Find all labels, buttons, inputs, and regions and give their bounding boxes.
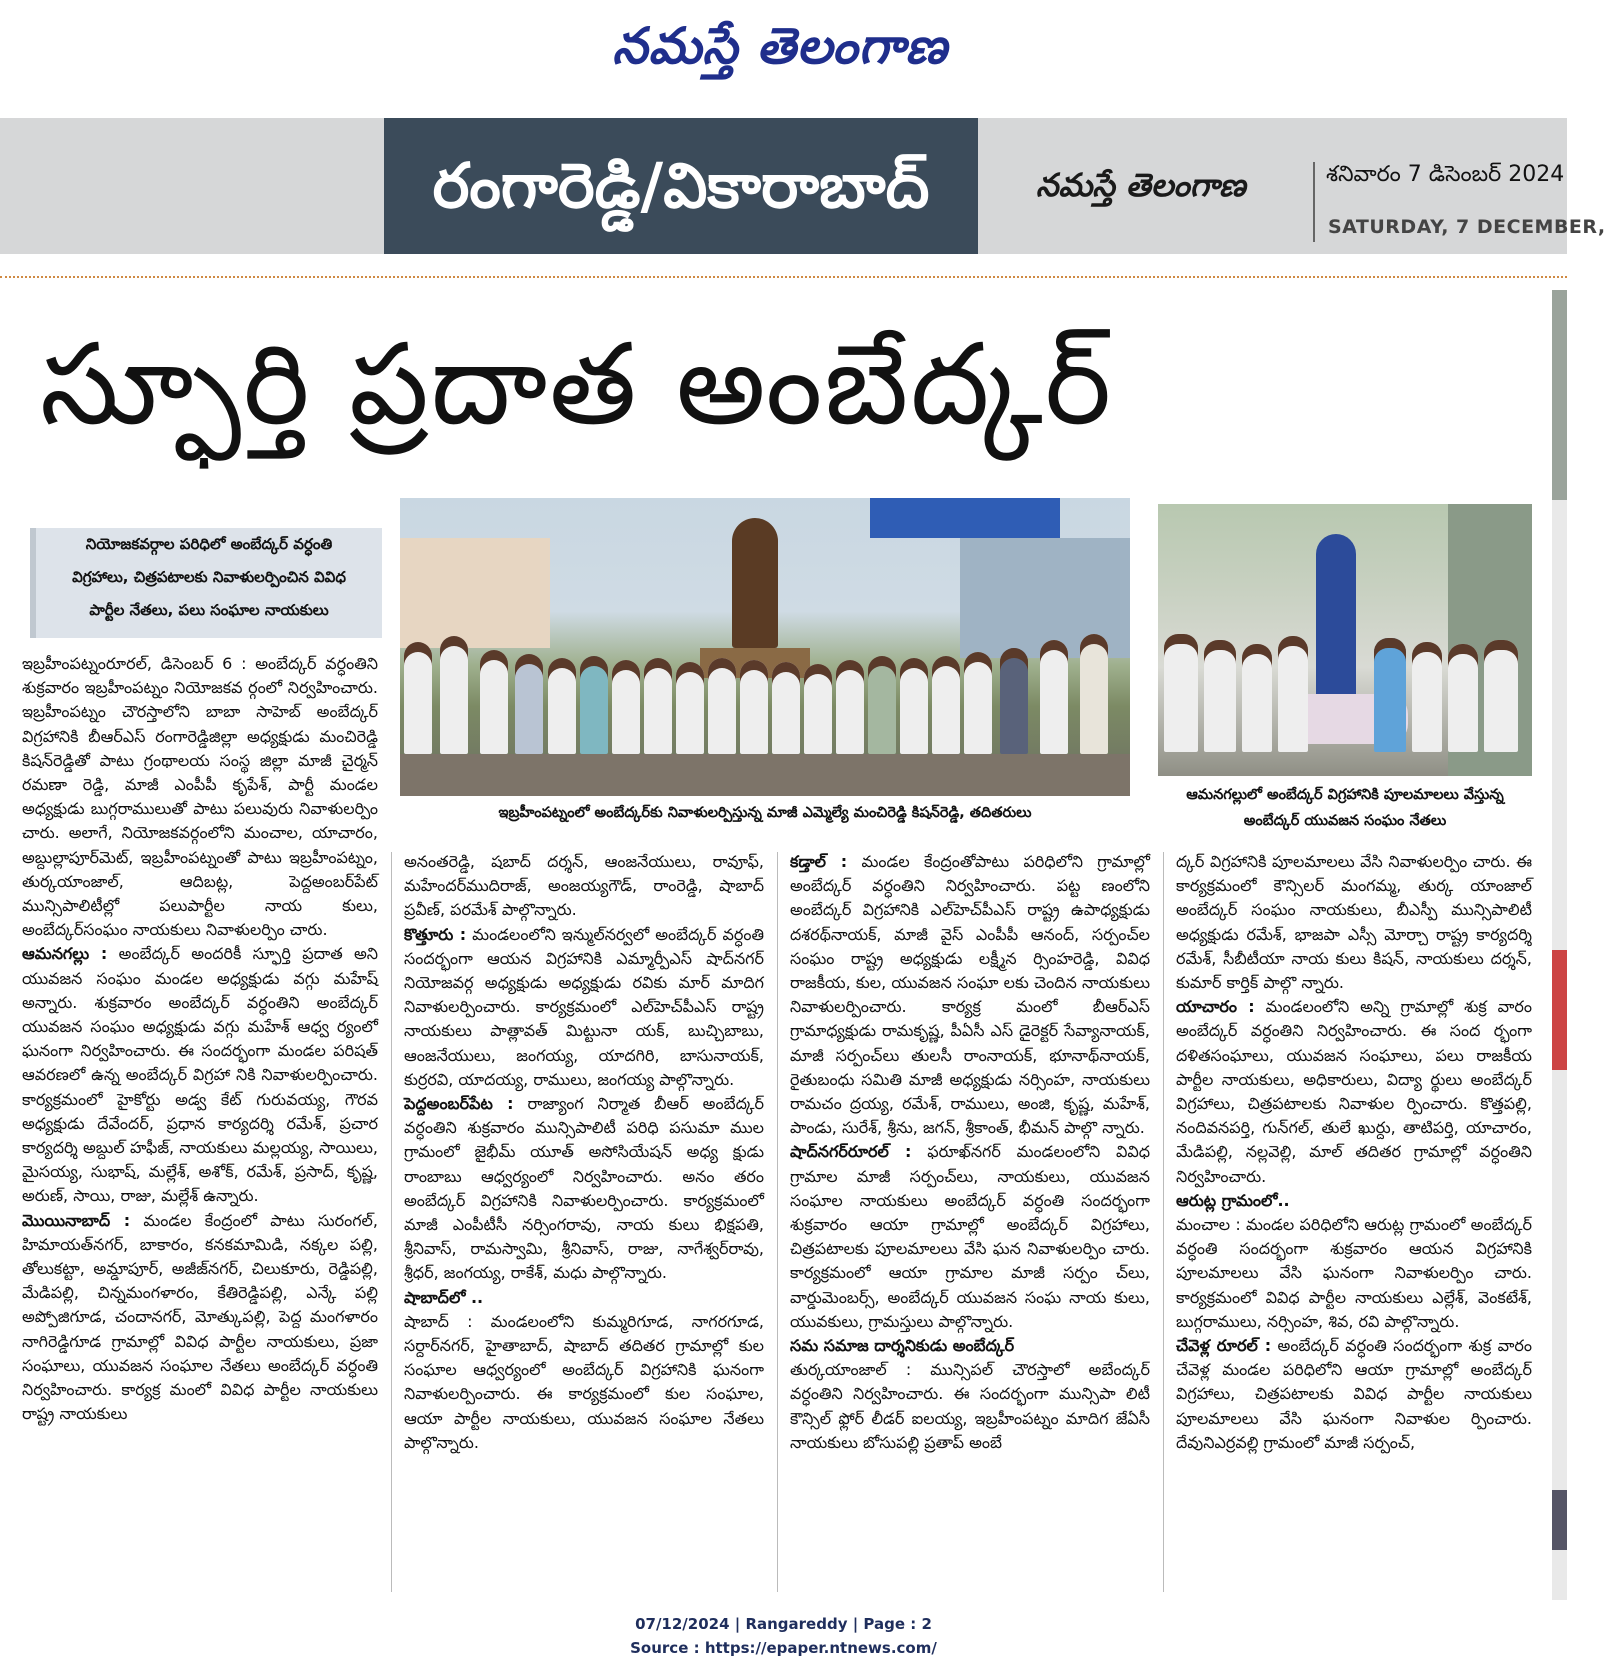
paragraph: షాద్‌నగర్‌రూరల్ : ఫరూఖ్‌నగర్ మండలంలోని వివిధ గ్రామాల మాజీ సర్పంచ్‌లు, నాయకులు, యువజన సంఘాల నాయకులు అంబేద్కర్ వర్ధంతి సందర్భంగా శుక్రవారం ఆయా గ్రామాల్లో అంబేద్కర్ విగ్రహాలు, చిత్రపటాలకు పూలమాలలు వేసి ఘన నివాళులర్పిం చారు. కార్యక్రమంలో ఆయా గ్రామాల మాజీ సర్పం చ్‌లు, వార్డుమెంబర్స్, అంబేద్కర్ యువజన సంఘ నాయ కులు, యువకులు, గ్రామస్తులు పాల్గొన్నారు. [790,1142,1150,1331]
photo-crowd [400,634,1130,754]
paragraph: కడ్తాల్ : మండల కేంద్రంతోపాటు పరిధిలోని గ్రామాల్లో అంబేద్కర్ వర్ధంతిని నిర్వహించారు. పట్ట ణంలోని అంబేద్కర్ విగ్రహానికి ఎల్‌హెచ్‌పీఎస్ రాష్ట్ర ఉపాధ్యక్షుడు దశరథ్‌నాయక్, మాజీ వైస్ ఎంపీపీ ఆనంద్, సర్పంచ్‌ల సంఘం రాష్ట్ర అధ్యక్షుడు లక్ష్మీన ర్సింహరెడ్డి, వివిధ రాజకీయ, కుల, యువజన సంఘా లకు చెందిన నాయకులు నివాళులర్పించారు. కార్యక్ర మంలో బీఆర్‌ఎస్ గ్రామాధ్యక్షుడు రామకృష్ణ, పీఏసీ ఎస్ డైరెక్టర్ సేవ్యానాయక్, మాజీ సర్పంచ్‌లు తులసీ రాంనాయక్, భూనాథ్‌నాయక్, రైతుబంధు సమితి మాజీ అధ్యక్షుడు నర్సింహ, నాయకులు రామచం ద్రయ్య, రమేశ్, రాములు, అంజి, కృష్ణ, మహేశ్, పాండు, సురేశ్, శ్రీను, జగన్, శ్రీకాంత్, భీమన్ పాల్గొ న్నారు. [790,852,1150,1138]
photo-ground [400,754,1130,796]
subhead-line-1: నియోజకవర్గాల పరిధిలో అంబేద్కర్ వర్ధంతి [85,535,333,553]
photo2-caption-line-2: అంబేద్కర్ యువజన సంఘం నేతలు [1243,813,1447,829]
edition-title: రంగారెడ్డి/వికారాబాద్ [384,118,978,254]
photo1-caption: ఇబ్రహీంపట్నంలో అంబేద్కర్‌కు నివాళులర్పిస్తున్న మాజీ ఎమ్మెల్యే మంచిరెడ్డి కిషన్‌రెడ్డి, తదితరులు [498,805,1032,821]
paragraph: షాబాద్ : మండలంలోని కుమ్మరిగూడ, నాగరగూడ, సర్దార్‌నగర్, హైతాబాద్, షాబాద్ తదితర గ్రామాల్లో కుల సంఘాల ఆధ్వర్యంలో అంబేద్కర్ విగ్రహానికి ఘనంగా నివాళులర్పించారు. ఈ కార్యక్రమంలో కుల సంఘాల, ఆయా పార్టీల నాయకులు, యువజన సంఘాల నేతలు పాల్గొన్నారు. [404,1311,764,1452]
paragraph: పెద్దఅంబర్‌పేట : రాజ్యాంగ నిర్మాత బీఆర్ అంబేద్కర్ వర్ధంతిని శుక్రవారం మున్సిపాలిటీ పరిధి పసుమా ముల గ్రామంలో జైభీమ్ యూత్ అసోసియేషన్ అధ్య క్షుడు రాంబాబు ఆధ్వర్యంలో నిర్వహించారు. అనం తరం అంబేద్కర్ విగ్రహానికి నివాళులర్పించారు. కార్యక్రమంలో మాజీ ఎంపీటీసీ నర్సింగరావు, నాయ కులు భిక్షపతి, శ్రీనివాస్, రామస్వామి, శ్రీనివాస్, రాజు, నాగేశ్వర్‌రావు, శ్రీధర్, జంగయ్య, రాకేశ్, మధు పాల్గొన్నారు. [404,1094,764,1283]
column-rule [1163,852,1164,1592]
photo2-caption-line-1: ఆమనగల్లులో అంబేద్కర్ విగ్రహానికి పూలమాలలు వేస్తున్న [1186,787,1504,803]
photo-building [400,538,550,648]
article-column-4 [1176,850,1532,1455]
strip-photo-3 [1552,1490,1567,1550]
photo-amangal-garlanding[interactable] [1158,504,1532,776]
article-column-1 [22,652,378,1427]
paragraph: ఆమనగల్లు : అంబేద్కర్ అందరికీ స్ఫూర్తి ప్రదాత అని యువజన సంఘం మండల అధ్యక్షుడు వగ్గు మహేష్ అన్నారు. శుక్రవారం అంబేద్కర్ వర్ధంతిని అంబేద్కర్ యువజన సంఘం అధ్యక్షుడు వగ్గు మహేశ్ ఆధ్వ ర్యంలో ఘనంగా నిర్వహించారు. ఈ సందర్భంగా మండల పరిషత్ ఆవరణలో ఉన్న అంబేద్కర్ విగ్రహా నికి నివాళులర్పించారు. కార్యక్రమంలో హైకోర్టు అడ్వ కేట్ గురువయ్య, గౌరవ అధ్యక్షుడు దేవేందర్, ప్రధాన కార్యదర్శి రమేశ్, ప్రచార కార్యదర్శి అబ్దుల్ హఫీజ్, నాయకులు మల్లయ్య, సాయిలు, మైసయ్య, సుభాష్, మల్లేశ్, అశోక్, రమేశ్, ప్రసాద్, కృష్ణ, అరుణ్, సాయి, రాజు, మల్లేశ్ ఉన్నారు. [22,944,378,1206]
footer-page-info: 07/12/2024 | Rangareddy | Page : 2 [635,1615,932,1633]
dotted-divider [0,276,1567,278]
section-subheading: ఆరుట్ల గ్రామంలో.. [1176,1190,1290,1210]
paragraph: ద్కర్ విగ్రహానికి పూలమాలలు వేసి నివాళులర్పిం చారు. ఈ కార్యక్రమంలో కౌన్సిలర్ మంగమ్మ, తుర్క యాంజాల్ అంబేద్కర్ సంఘం నాయకులు, బీఎస్పీ మున్సిపాలిటీ అధ్యక్షుడు రమేశ్, భాజపా ఎస్సీ మోర్చా రాష్ట్ర కార్యదర్శి రమేశ్, సీబీటీయా నాయ కులు కిషన్, నాయకులు దర్శన్, కుమార్ కార్తిక్ పాల్గొ న్నారు. [1176,852,1532,993]
subheadline-box [30,528,382,638]
date-telugu: శనివారం 7 డిసెంబర్ 2024 [1326,162,1565,187]
band-logo: నమస్తే తెలంగాణ [1036,166,1246,204]
paragraph: కొత్తూరు : మండలంలోని ఇన్ముల్‌నర్వలో అంబేద్కర్ వర్ధంతి సందర్భంగా ఆయన విగ్రహానికి ఎమ్మార్పీఎస్ షాద్‌నగర్ నియోజవర్గ అధ్యక్షుడు అధ్యక్షుడు రవికు మార్ మాదిగ నివాళులర్పించారు. కార్యక్రమంలో ఎల్‌హెచ్‌పీఎస్ రాష్ట్ర నాయకులు పాత్లావత్ మిట్టునా యక్, బుచ్చిబాబు, ఆంజనేయులు, జంగయ్య, యాదగిరి, బాసునాయక్, కుర్రరవి, యాదయ్య, రాములు, జంగయ్య పాల్గొన్నారు. [404,924,765,1089]
page-headline: స్ఫూర్తి ప్రదాత అంబేద్కర్ [40,320,1114,450]
paragraph: మంచాల : మండల పరిధిలోని ఆరుట్ల గ్రామంలో అంబేద్కర్ వర్ధంతి సందర్భంగా శుక్రవారం ఆయన విగ్రహానికి పూలమాలలు వేసి ఘనంగా నివాళులర్పిం చారు. కార్యక్రమంలో వివిధ పార్టీల నాయకులు ఎల్లేశ్, వెంకటేశ్, బుగ్గరాములు, నర్సింహ, శివ, రవి పాల్గొన్నారు. [1176,1215,1532,1331]
date-english: SATURDAY, 7 DECEMBER, [1328,216,1606,238]
band-divider [1313,162,1315,242]
column-rule [777,852,778,1592]
adjacent-page-strip [1552,290,1567,1600]
paragraph: ఇబ్రహీంపట్నంరూరల్, డిసెంబర్ 6 : అంబేద్కర్ వర్ధంతిని శుక్రవారం ఇబ్రహీంపట్నం నియోజకవ ర్గంలో నిర్వహించారు. ఇబ్రహీంపట్నం చౌరస్తాలోని బాబా సాహెబ్ అంబేద్కర్ విగ్రహానికి బీఆర్‌ఎస్ రంగారెడ్డిజిల్లా అధ్యక్షుడు మంచిరెడ్డి కిషన్‌రెడ్డితో పాటు గ్రంథాలయ సంస్థ జిల్లా మాజీ చైర్మన్ రమణా రెడ్డి, మాజీ ఎంపీపీ కృపేశ్, పార్టీ మండల అధ్యక్షుడు బుగ్గరాములుతో పాటు పలువురు నివాళులర్పిం చారు. అలాగే, నియోజకవర్గంలోని మంచాల, యాచారం, అబ్దుల్లాపూర్‌మెట్, ఇబ్రహీంపట్నంతో పాటు ఇబ్రహీంపట్నం, తుర్కయాంజాల్, ఆదిబట్ల, పెద్దఅంబర్‌పేట్ మున్సిపాలిటీల్లో పలుపార్టీల నాయ కులు, అంబేద్కర్‌సంఘం నాయకులు నివాళులర్పిం చారు. [22,654,378,940]
section-subheading: సమ సమాజ దార్శనికుడు అంబేద్కర్ [790,1336,1015,1356]
column-rule [391,852,392,1592]
photo2-crowd [1158,632,1532,752]
paragraph: అనంతరెడ్డి, షబాద్ దర్శన్, ఆంజనేయులు, రావూఫ్, మహేందర్‌ముదిరాజ్, అంజయ్యగౌడ్, రాంరెడ్డి, షాబాద్ ప్రవీణ్, పరమేశ్ పాల్గొన్నారు. [404,852,764,920]
subhead-line-3: పార్టీల నేతలు, పలు సంఘాల నాయకులు [89,601,329,619]
photo2-caption [1150,782,1540,834]
strip-photo-2 [1552,950,1567,1070]
article-column-2 [404,850,764,1455]
footer-source-link[interactable]: Source : https://epaper.ntnews.com/ [630,1639,937,1657]
subhead-line-2: విగ్రహాలు, చిత్రపటాలకు నివాళులర్పించిన వివిధ [72,568,346,586]
newspaper-logo[interactable]: నమస్తే తెలంగాణ [612,16,948,75]
paragraph: మొయినాబాద్ : మండల కేంద్రంలో పాటు సురంగల్, హిమాయత్‌నగర్, బాకారం, కనకమామిడి, నక్కల పల్లి, తోలుకట్టా, అమ్డాపూర్, అజీజ్‌నగర్, చిలుకూరు, రెడ్డిపల్లి, మేడిపల్లి, చిన్నమంగళారం, కేతిరెడ్డిపల్లి, ఎన్కే పల్లి అప్పోజిగూడ, చందానగర్, మోత్కుపల్లి, పెద్ద మంగళారం నాగిరెడ్డిగూడ గ్రామాల్లో వివిధ పార్టీల నాయకులు, ప్రజా సంఘాలు, యువజన సంఘాల నేతలు అంబేద్కర్ వర్ధంతి నిర్వహించారు. కార్యక్ర మంలో వివిధ పార్టీల నాయకులు రాష్ట్ర నాయకులు [22,1210,378,1424]
photo-statue [732,518,778,648]
article-column-3 [790,850,1150,1455]
photo-billboard [870,498,1060,538]
photo-ibrahimpatnam-tribute[interactable] [400,498,1130,796]
page-footer [0,1612,1567,1660]
masthead [0,0,1567,100]
paragraph: చేవెళ్ల రూరల్ : అంబేద్కర్ వర్ధంతి సందర్భంగా శుక్ర వారం చేవెళ్ల మండల పరిధిలోని ఆయా గ్రామాల్లో అంబేద్కర్ విగ్రహాలు, చిత్రపటాలకు వివిధ పార్టీల నాయకులు పూలమాలలు వేసి ఘనంగా నివాళుల ర్పించారు. దేవునిఎర్రవల్లి గ్రామంలో మాజీ సర్పంచ్, [1176,1336,1532,1452]
paragraph: తుర్కయాంజాల్ : మున్సిపల్ చౌరస్తాలో అబేంద్కర్ వర్ధంతిని నిర్వహించారు. ఈ సందర్భంగా మున్సిపా లిటీ కౌన్సిల్ ఫ్లోర్ లీడర్ ఐలయ్య, ఇబ్రహీంపట్నం మాదిగ జేఏసీ నాయకులు బోసుపల్లి ప్రతాప్ అంబే [790,1360,1150,1452]
paragraph: యాచారం : మండలంలోని అన్ని గ్రామాల్లో శుక్ర వారం అంబేద్కర్ వర్ధంతిని నిర్వహించారు. ఈ సంద ర్భంగా దళితసంఘాలు, యువజన సంఘాలు, పలు రాజకీయ పార్టీల నాయకులు, అధికారులు, విద్యా ర్థులు అంబేద్కర్ విగ్రహాలు, చిత్రపటాలకు నివాళుల ర్పించారు. కొత్తపల్లి, నందివనపర్తి, గున్‌గల్, తులే ఖుర్దు, తాటిపర్తి, యాచారం, మేడిపల్లి, నల్లవెల్లి, మాల్ తదితర గ్రామాల్లో వర్ధంతిని నిర్వహించారు. [1176,997,1532,1186]
section-subheading: షాబాద్‌లో .. [404,1287,484,1307]
strip-photo-1 [1552,290,1567,500]
